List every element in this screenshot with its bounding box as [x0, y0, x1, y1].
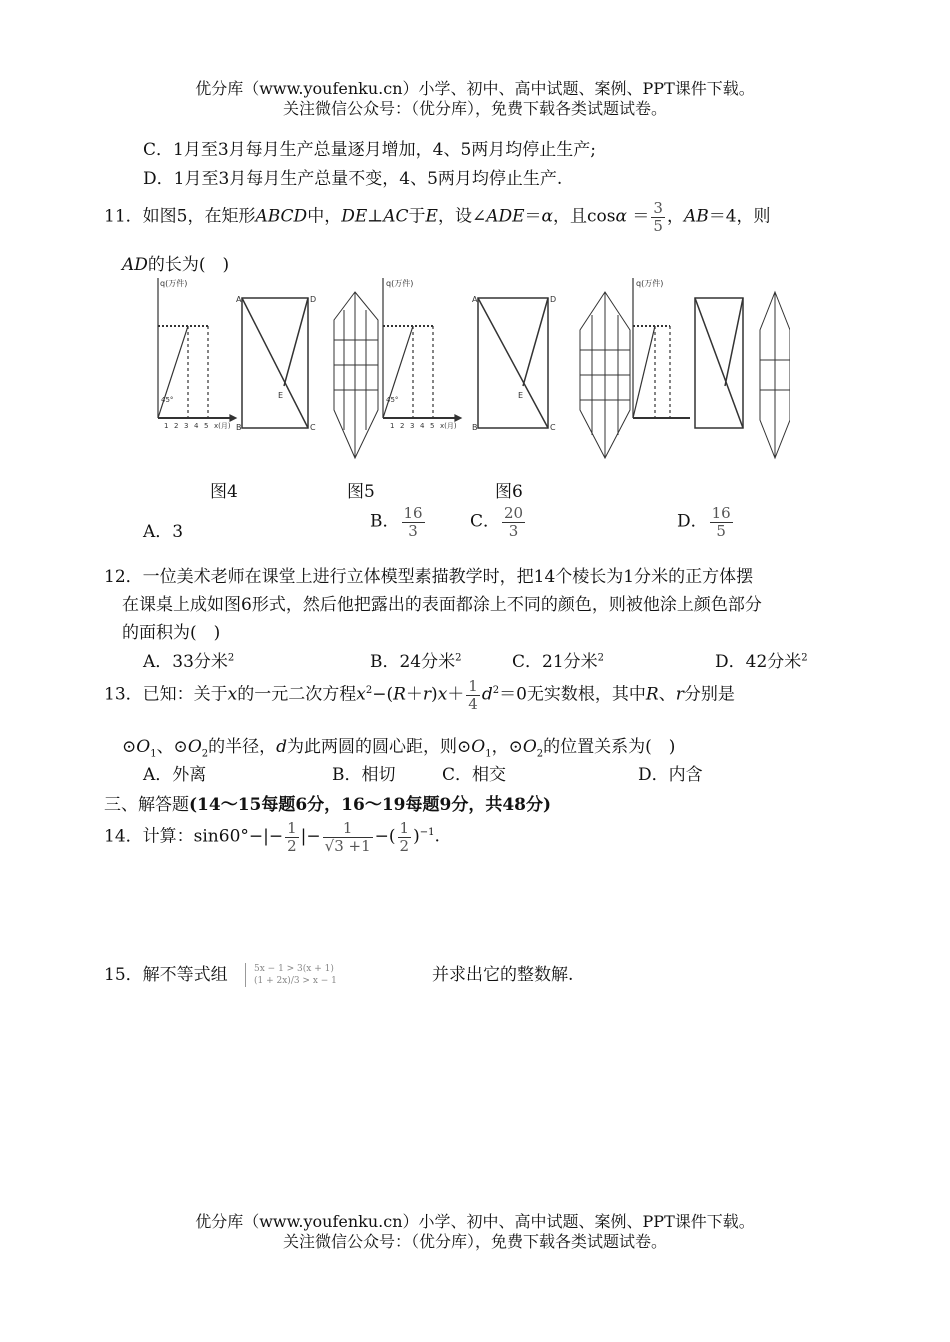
fig4-angle: 45°: [161, 396, 174, 404]
fig6-caption: 图6: [495, 482, 523, 502]
q11-option-b: B． $\frac{16}{3}$: [370, 504, 423, 540]
fig5-label-e: E: [278, 391, 284, 400]
fig5-rectangle-3: [695, 298, 743, 428]
q13-stem-2: $⊙O_1$、$⊙O_2$的半径，d为此两圆的圆心距，则$⊙O_1$，$⊙O_2$的位置关系为( ): [122, 737, 676, 760]
q13-option-d: D．内含: [638, 765, 703, 785]
q14-expression: 14．计算：sin60°−|− $\frac{1}{2}$ |− $\frac{1}{√3 +1}$ −( $\frac{1}{2}$ )$^{-1}$.: [104, 819, 440, 855]
q10-option-d: D．1月至3月每月生产总量不变，4、5两月均停止生产.: [143, 169, 563, 189]
fig4-graph-3: [633, 278, 690, 418]
q15-inequality-system: 5x − 1 > 3(x + 1) (1 + 2x)/3 > x − 1: [245, 963, 337, 987]
fig5b-label-d: D: [550, 295, 557, 304]
fig4-caption: 图4: [210, 482, 238, 502]
fig5-label-a: A: [236, 295, 242, 304]
fig4b-axis-y: q(万件): [386, 279, 414, 288]
fig4-axis-y: q(万件): [160, 279, 188, 288]
q12-option-b: B．24分米$^2$: [370, 652, 462, 672]
q13-option-a: A．外离: [143, 765, 207, 785]
fig4-tick: 1: [164, 422, 169, 430]
q11-stem: 11．如图5，在矩形ABCD中，DE⊥AC于E，设∠ADE＝α，且cosα ＝ $\frac{3}{5}$ ，AB＝4，则: [104, 199, 771, 235]
fig4b-tick: 4: [420, 422, 425, 430]
q15-stem: 15．解不等式组: [104, 965, 228, 985]
q12-option-c: C．21分米$^2$: [512, 652, 605, 672]
q12-line-3: 的面积为( ): [122, 623, 221, 643]
header-line-1: 优分库（www.youfenku.cn）小学、初中、高中试题、案例、PPT课件下载。: [195, 79, 755, 98]
header-line-2: 关注微信公众号：（优分库），免费下载各类试题试卷。: [282, 99, 667, 118]
fig4b-tick: 1: [390, 422, 395, 430]
fig5-caption: 图5: [347, 482, 375, 502]
fig4-axis-x: x(月): [214, 422, 231, 430]
q10-option-c: C．1月至3月每月生产总量逐月增加，4、5两月均停止生产;: [143, 140, 596, 160]
fig5-label-d: D: [310, 295, 317, 304]
fig5b-label-c: C: [550, 423, 556, 432]
q12-line-1: 12．一位美术老师在课堂上进行立体模型素描教学时，把14个棱长为1分米的正方体摆: [104, 567, 754, 587]
fig4b-tick: 5: [430, 422, 435, 430]
footer-line-1: 优分库（www.youfenku.cn）小学、初中、高中试题、案例、PPT课件下载。: [195, 1212, 755, 1231]
fig5b-label-a: A: [472, 295, 478, 304]
fig4b-angle: 45°: [386, 396, 399, 404]
fig5b-label-b: B: [472, 423, 478, 432]
fig4-tick: 2: [174, 422, 179, 430]
fig5b-label-e: E: [518, 391, 524, 400]
q12-line-2: 在课桌上成如图6形式，然后他把露出的表面都涂上不同的颜色，则被他涂上颜色部分: [122, 595, 762, 615]
q11-option-d: D． $\frac{16}{5}$: [677, 504, 731, 540]
q12-option-a: A．33分米$^2$: [143, 652, 235, 672]
fig5-label-c: C: [310, 423, 316, 432]
fig6-cubes-3: [760, 292, 790, 458]
fig5-rectangle: [242, 298, 308, 428]
figures-strip: [150, 270, 790, 465]
q15-stem-2: 并求出它的整数解.: [432, 965, 574, 985]
section-3-title: 三、解答题(14～15每题6分，16～19每题9分，共48分): [104, 795, 552, 815]
fig4-tick: 4: [194, 422, 199, 430]
q11-option-a: A．3: [143, 522, 184, 542]
q13-option-c: C．相交: [442, 765, 507, 785]
q11-option-c: C． $\frac{20}{3}$: [470, 504, 524, 540]
fig4b-tick: 2: [400, 422, 405, 430]
fig4-tick: 5: [204, 422, 209, 430]
fig4b-axis-x: x(月): [440, 422, 457, 430]
q11-stem-2: AD的长为( ): [122, 255, 230, 275]
fig4-tick: 3: [184, 422, 189, 430]
fig5-rectangle-2: [478, 298, 548, 428]
q12-option-d: D．42分米$^2$: [715, 652, 808, 672]
fig5-label-b: B: [236, 423, 242, 432]
q11-cos-fraction: $\frac{3}{5}$: [653, 199, 663, 235]
fig6-cubes: [334, 292, 378, 458]
fig6-cubes-2: [580, 292, 630, 458]
footer-line-2: 关注微信公众号：（优分库），免费下载各类试题试卷。: [282, 1232, 667, 1251]
q13-stem: 13．已知：关于x的一元二次方程$x^2-(R+r)x+$ $\frac{1}{4}$ $d^2=0$无实数根，其中R、r分别是: [104, 677, 735, 713]
fig4b-tick: 3: [410, 422, 415, 430]
q13-option-b: B．相切: [332, 765, 396, 785]
fig4c-axis-y: q(万件): [636, 279, 664, 288]
